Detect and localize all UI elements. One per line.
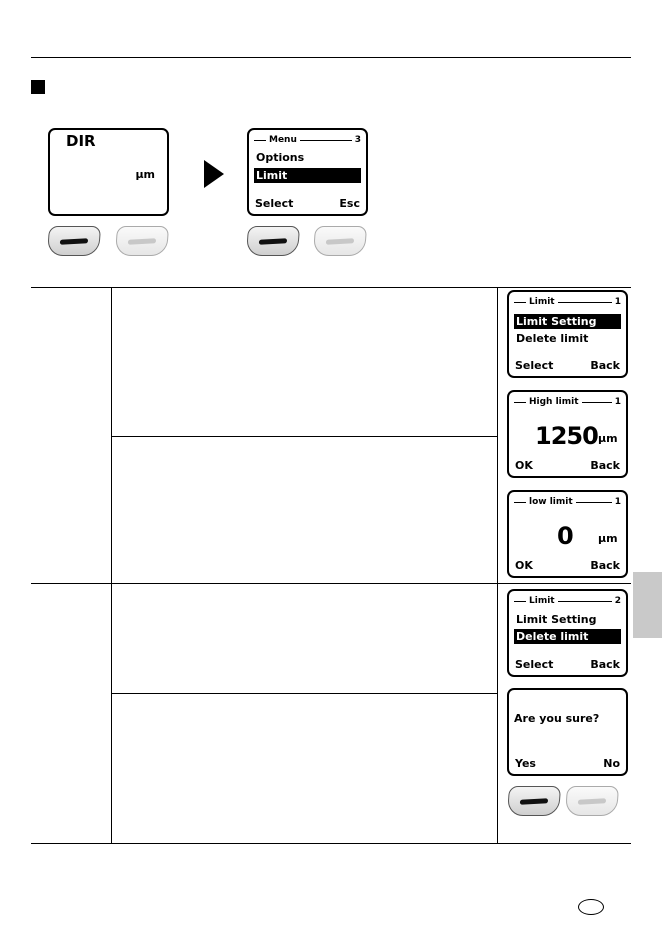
menu-header-title: Menu (269, 135, 297, 145)
confirm-softkey-right: No (603, 757, 620, 770)
limit2-header-title: Limit (529, 596, 555, 606)
left-softkey-button[interactable] (507, 786, 561, 816)
table-rule (31, 583, 631, 584)
confirm-question: Are you sure? (514, 712, 600, 725)
section-square-icon (31, 80, 45, 94)
side-tab (633, 572, 662, 638)
lcd-high-limit-screen (507, 390, 628, 478)
limit-item-setting[interactable]: Limit Setting (514, 314, 621, 329)
lcd-low-limit-screen (507, 490, 628, 578)
limit2-item-delete[interactable]: Delete limit (514, 629, 621, 644)
limit2-header-number: 2 (614, 596, 621, 606)
dir-title: DIR (66, 132, 96, 150)
limit-header-number: 1 (614, 297, 621, 307)
lcd-menu-screen (247, 128, 368, 216)
limit-header-title: Limit (529, 297, 555, 307)
limit-header (514, 296, 621, 308)
low-limit-header (514, 496, 621, 508)
menu-item-options[interactable]: Options (256, 151, 305, 164)
limit2-item-setting[interactable]: Limit Setting (516, 613, 597, 626)
limit2-softkey-right: Back (590, 658, 620, 671)
high-limit-header-title: High limit (529, 397, 579, 407)
low-limit-softkey-right: Back (590, 559, 620, 572)
arrow-right-icon (204, 160, 224, 188)
right-softkey-button[interactable] (565, 786, 619, 816)
language-oval-icon (578, 899, 604, 915)
menu-item-limit[interactable]: Limit (254, 168, 361, 183)
table-rule (31, 287, 631, 288)
lcd-dir-screen (48, 128, 169, 216)
right-softkey-button[interactable] (115, 226, 169, 256)
table-rule (31, 843, 631, 844)
low-limit-softkey-left: OK (515, 559, 533, 572)
table-inner-rule (111, 693, 497, 694)
limit-softkey-left: Select (515, 359, 554, 372)
menu-header-number: 3 (354, 135, 361, 145)
high-limit-value: 1250 (535, 422, 598, 450)
high-limit-header-number: 1 (614, 397, 621, 407)
header-rule (31, 57, 631, 58)
table-column-rule (497, 287, 498, 843)
left-softkey-button[interactable] (246, 226, 300, 256)
low-limit-header-title: low limit (529, 497, 573, 507)
menu-softkey-left: Select (255, 197, 294, 210)
lcd-confirm-screen (507, 688, 628, 776)
limit-softkey-right: Back (590, 359, 620, 372)
high-limit-softkey-right: Back (590, 459, 620, 472)
lcd-limit-screen (507, 290, 628, 378)
confirm-softkey-left: Yes (515, 757, 536, 770)
lcd-limit-delete-screen (507, 589, 628, 677)
menu-softkey-right: Esc (339, 197, 360, 210)
dir-unit: µm (135, 168, 155, 181)
high-limit-unit: µm (598, 432, 618, 445)
high-limit-header (514, 396, 621, 408)
left-softkey-button[interactable] (47, 226, 101, 256)
right-softkey-button[interactable] (313, 226, 367, 256)
table-column-rule (111, 287, 112, 843)
low-limit-header-number: 1 (614, 497, 621, 507)
limit2-softkey-left: Select (515, 658, 554, 671)
low-limit-value: 0 (557, 522, 573, 550)
low-limit-unit: µm (598, 532, 618, 545)
limit2-header (514, 595, 621, 607)
table-inner-rule (111, 436, 497, 437)
high-limit-softkey-left: OK (515, 459, 533, 472)
menu-header (254, 134, 361, 146)
limit-item-delete[interactable]: Delete limit (516, 332, 589, 345)
